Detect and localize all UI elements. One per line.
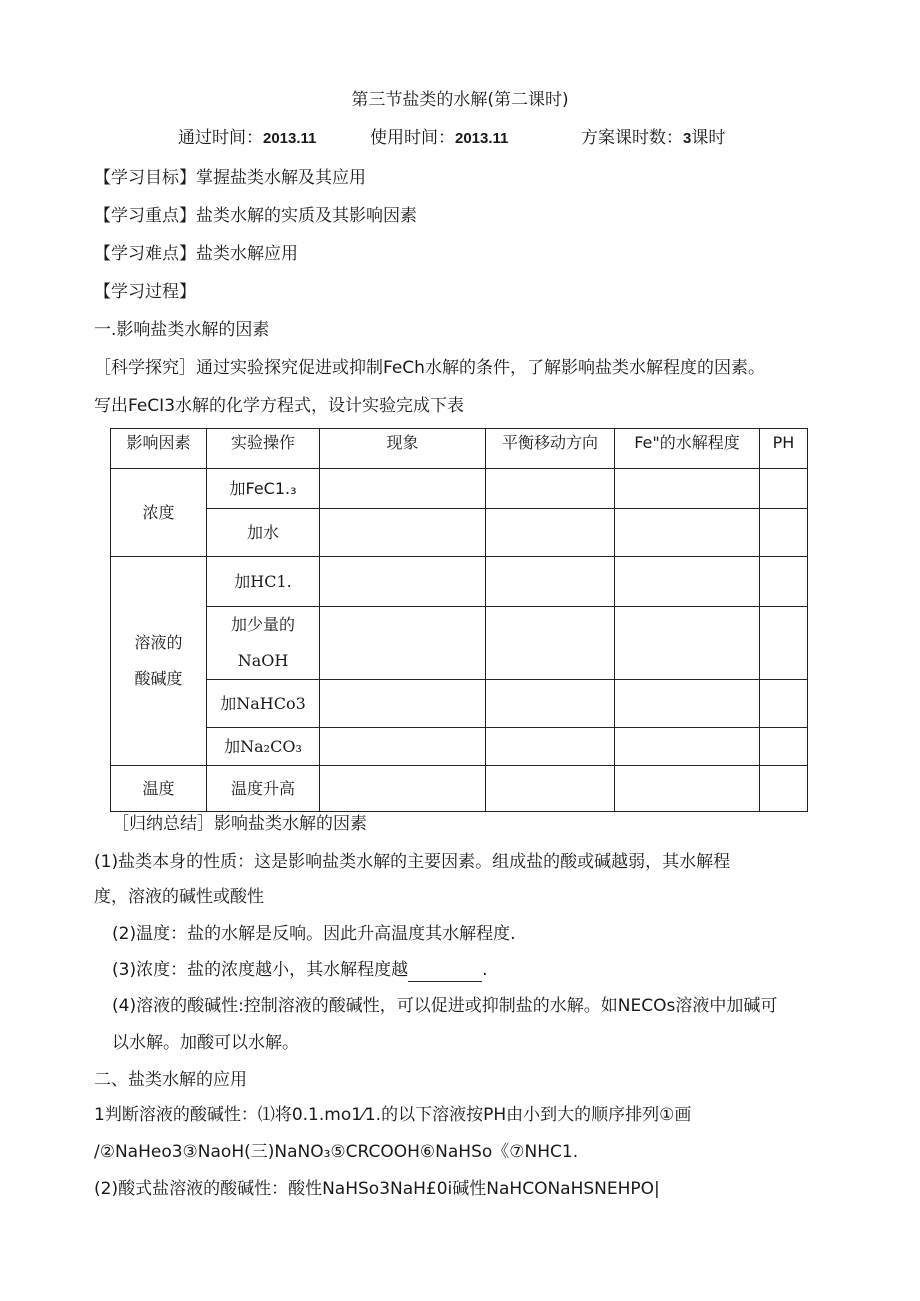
factor-concentration: 浓度 <box>111 469 207 557</box>
table-cell <box>320 728 486 766</box>
table-cell <box>486 728 615 766</box>
table-cell <box>320 509 486 557</box>
header-hydrolysis-degree: Fe"的水解程度 <box>615 429 760 469</box>
application-2: (2)酸式盐溶液的酸碱性：酸性NaHSo3NaH£0i碱性NaHCONaHSNEHPO| <box>94 1179 660 1199</box>
table-cell <box>615 728 760 766</box>
table-cell <box>760 766 808 812</box>
table-cell <box>486 766 615 812</box>
course-hours <box>581 126 725 151</box>
use-time-value: 2013.11 <box>455 130 509 147</box>
op-raise-temperature: 温度升高 <box>207 766 320 812</box>
table-cell <box>320 557 486 607</box>
learning-difficulty: 【学习难点】盐类水解应用 <box>94 244 298 264</box>
table-header-row <box>111 429 808 469</box>
op-add-naoh <box>207 607 320 680</box>
table-cell <box>320 680 486 728</box>
table-cell <box>615 607 760 680</box>
course-hours-unit: 课时 <box>691 128 726 148</box>
experiment-table <box>110 428 808 812</box>
table-cell <box>320 607 486 680</box>
table-row <box>111 680 808 728</box>
section-heading-1: 一.影响盐类水解的因素 <box>94 320 270 340</box>
table-cell <box>760 680 808 728</box>
use-time <box>370 126 508 151</box>
header-phenomenon: 现象 <box>320 429 486 469</box>
table-cell <box>615 509 760 557</box>
table-cell <box>320 766 486 812</box>
table-cell <box>615 680 760 728</box>
pass-time <box>178 126 316 151</box>
summary-point-4-line-2: 以水解。加酸可以水解。 <box>112 1033 299 1053</box>
table-row <box>111 469 808 509</box>
table-cell <box>486 557 615 607</box>
table-cell <box>760 728 808 766</box>
science-explore: ［科学探究］通过实验探究促进或抑制FeCh水解的条件，了解影响盐类水解程度的因素。 <box>94 358 765 378</box>
table-row <box>111 557 808 607</box>
fill-blank <box>408 963 482 982</box>
application-1-line-1: 1判断溶液的酸碱性：⑴将0.1.mo1⁄1.的以下溶液按PH由小到大的顺序排列①画 <box>94 1105 692 1125</box>
op-add-nahco3: 加NaHCo3 <box>207 680 320 728</box>
table-cell <box>486 469 615 509</box>
header-equilibrium-shift: 平衡移动方向 <box>486 429 615 469</box>
table-cell <box>615 766 760 812</box>
table-cell <box>760 509 808 557</box>
factor-acidity-line-1: 溶液的 <box>134 633 183 652</box>
factor-acidity-line-2: 酸碱度 <box>134 669 183 688</box>
pass-time-label: 通过时间： <box>178 128 263 148</box>
learning-focus: 【学习重点】盐类水解的实质及其影响因素 <box>94 206 417 226</box>
table-cell <box>320 469 486 509</box>
factor-temperature: 温度 <box>111 766 207 812</box>
table-cell <box>760 607 808 680</box>
op-add-naoh-line-1: 加少量的 <box>230 615 295 634</box>
summary-point-2: (2)温度：盐的水解是反响。因此升高温度其水解程度. <box>112 924 516 944</box>
summary-point-1-line-1: (1)盐类本身的性质：这是影响盐类水解的主要因素。组成盐的酸或碱越弱，其水解程 <box>94 852 731 872</box>
summary-point-3-text: (3)浓度：盐的浓度越小，其水解程度越 <box>112 960 409 980</box>
summary-point-1-line-2: 度，溶液的碱性或酸性 <box>94 887 264 907</box>
header-factor: 影响因素 <box>111 429 207 469</box>
table-cell <box>760 469 808 509</box>
learning-process: 【学习过程】 <box>94 282 196 302</box>
summary-point-4-line-1: (4)溶液的酸碱性:控制溶液的酸碱性，可以促进或抑制盐的水解。如NECOs溶液中加碱可 <box>112 996 778 1016</box>
op-add-naoh-line-2: NaOH <box>237 651 289 670</box>
write-instruction: 写出FeCI3水解的化学方程式，设计实验完成下表 <box>94 396 465 416</box>
op-add-hcl: 加HC1. <box>207 557 320 607</box>
section-heading-2: 二、盐类水解的应用 <box>94 1070 247 1090</box>
table-row <box>111 607 808 680</box>
table-cell <box>615 469 760 509</box>
op-add-fecl3: 加FeC1.₃ <box>207 469 320 509</box>
learning-goal: 【学习目标】掌握盐类水解及其应用 <box>94 168 366 188</box>
page-title: 第三节盐类的水解(第二课时) <box>351 90 569 110</box>
header-operation: 实验操作 <box>207 429 320 469</box>
table-cell <box>486 680 615 728</box>
use-time-label: 使用时间： <box>370 128 455 148</box>
course-hours-value: 3 <box>683 130 692 147</box>
summary-heading: ［归纳总结］影响盐类水解的因素 <box>112 814 367 834</box>
pass-time-value: 2013.11 <box>263 130 317 147</box>
header-ph: PH <box>760 429 808 469</box>
table-cell <box>486 607 615 680</box>
table-cell <box>615 557 760 607</box>
table-cell <box>486 509 615 557</box>
op-add-na2co3: 加Na₂CO₃ <box>207 728 320 766</box>
table-row <box>111 766 808 812</box>
op-add-water: 加水 <box>207 509 320 557</box>
application-1-line-2: /②NaHeo3③NaoH(三)NaNO₃⑤CRCOOH⑥NaHSo《⑦NHC1. <box>94 1142 579 1162</box>
table-row <box>111 728 808 766</box>
summary-point-3 <box>112 958 488 982</box>
course-hours-label: 方案课时数： <box>581 128 683 148</box>
table-row <box>111 509 808 557</box>
factor-acidity <box>111 557 207 766</box>
summary-point-3-end: . <box>482 960 488 980</box>
table-cell <box>760 557 808 607</box>
